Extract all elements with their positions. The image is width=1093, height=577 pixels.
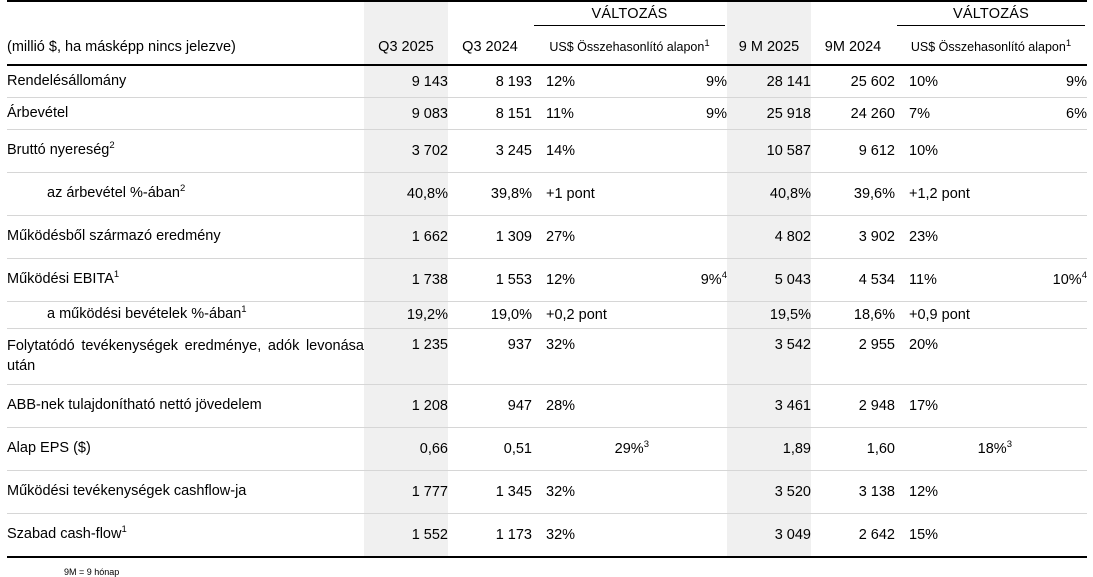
cell-usd-q3: 32% [532,329,649,385]
cell-comparable-q3 [649,471,727,514]
row-label-text: Szabad cash-flow [7,526,122,543]
cell-9m-2025: 28 141 [727,65,811,98]
cell-usd-9m: 12% [895,471,1012,514]
cell-q3-2024: 8 151 [448,98,532,130]
cell-usd-9m-value: 18% [977,441,1007,457]
cell-q3-2025: 1 662 [364,216,448,259]
cell-q3-2024: 947 [448,385,532,428]
spacer-cell-9m-2024 [811,2,895,30]
cell-comparable-9m [1012,173,1087,216]
cell-usd-9m: +1,2 pont [895,173,1012,216]
table-row [7,130,1087,173]
row-label [7,130,364,173]
cell-q3-2025: 1 552 [364,514,448,558]
footnote-marker-4: 4 [721,270,727,282]
cell-q3-2024: 1 345 [448,471,532,514]
table-row [7,98,1087,130]
cell-comparable-q3 [649,259,727,302]
cell-usd-q3: 12% [532,65,649,98]
footnote-marker-3b: 3 [1006,439,1012,451]
row-label: Működésből származó eredmény [7,216,364,259]
cell-q3-2024: 937 [448,329,532,385]
table-row [7,302,1087,329]
cell-usd-q3-value: 29% [614,441,644,457]
cell-9m-2024: 39,6% [811,173,895,216]
cell-9m-2025: 19,5% [727,302,811,329]
row-label: ABB-nek tulajdonítható nettó jövedelem [7,385,364,428]
cell-comparable-q3 [649,514,727,558]
cell-comparable-q3 [649,385,727,428]
row-label: Folytatódó tevékenységek eredménye, adók levonása után [7,329,364,385]
cell-comparable-q3-value: 9% [700,272,722,288]
cell-9m-2024: 1,60 [811,428,895,471]
cell-9m-2024: 25 602 [811,65,895,98]
cell-9m-2025: 5 043 [727,259,811,302]
row-label [7,173,364,216]
row-label-text: a működési bevételek %-ában [47,306,242,323]
cell-usd-q3: +0,2 pont [532,302,649,329]
row-label-text: Bruttó nyereség [7,142,110,159]
row-label: Alap EPS ($) [7,428,364,471]
cell-usd-9m: 7% [895,98,1012,130]
cell-usd-9m: 15% [895,514,1012,558]
cell-9m-2025: 3 049 [727,514,811,558]
table-footnote: 9M = 9 hónap [64,567,120,577]
footnote-marker-2: 2 [109,140,115,152]
footnote-marker-4b: 4 [1081,270,1087,282]
cell-usd-9m [895,428,1012,471]
col-header-q3-2024: Q3 2024 [462,39,518,55]
cell-q3-2024: 8 193 [448,65,532,98]
table-row [7,428,1087,471]
cell-comparable-q3: 9% [649,65,727,98]
cell-9m-2025: 4 802 [727,216,811,259]
cell-9m-2025: 40,8% [727,173,811,216]
cell-usd-q3: 28% [532,385,649,428]
row-label: Működési tevékenységek cashflow-ja [7,471,364,514]
cell-9m-2025: 3 461 [727,385,811,428]
cell-q3-2024: 19,0% [448,302,532,329]
change-group-left-label: VÁLTOZÁS [534,6,725,26]
cell-q3-2024: 1 173 [448,514,532,558]
col-header-usd-comparable-9m-label: US$ Összehasonlító alapon [910,40,1066,54]
row-label: Árbevétel [7,98,364,130]
cell-comparable-9m [1012,216,1087,259]
cell-9m-2024: 24 260 [811,98,895,130]
cell-q3-2025: 1 208 [364,385,448,428]
cell-q3-2025: 1 777 [364,471,448,514]
cell-comparable-q3 [649,173,727,216]
cell-comparable-9m: 6% [1012,98,1087,130]
col-header-usd-comparable-9m [895,30,1087,64]
cell-comparable-q3 [649,329,727,385]
cell-q3-2025: 1 738 [364,259,448,302]
cell-usd-9m: +0,9 pont [895,302,1012,329]
cell-usd-9m: 23% [895,216,1012,259]
change-group-left [532,2,727,30]
footnote-marker-3: 3 [643,439,649,451]
col-header-usd-comparable-q3 [532,30,727,64]
cell-q3-2025: 19,2% [364,302,448,329]
footnote-marker-1: 1 [121,524,127,536]
footnote-marker-1: 1 [113,269,120,281]
cell-comparable-9m [1012,514,1087,558]
row-label [7,302,364,329]
cell-usd-9m: 10% [895,130,1012,173]
cell-9m-2025: 3 542 [727,329,811,385]
cell-usd-q3: 14% [532,130,649,173]
row-label [7,259,364,302]
cell-comparable-9m-value: 10% [1052,272,1082,288]
cell-usd-9m: 20% [895,329,1012,385]
table-column-header-row [7,30,1087,64]
cell-comparable-9m: 9% [1012,65,1087,98]
cell-usd-q3: 32% [532,514,649,558]
cell-9m-2024: 2 955 [811,329,895,385]
cell-q3-2025: 0,66 [364,428,448,471]
table-row [7,173,1087,216]
cell-usd-q3: 11% [532,98,649,130]
cell-comparable-9m [1012,259,1087,302]
cell-9m-2025: 1,89 [727,428,811,471]
cell-q3-2024: 39,8% [448,173,532,216]
cell-9m-2024: 4 534 [811,259,895,302]
cell-comparable-9m [1012,428,1087,471]
table-group-header-row [7,2,1087,30]
cell-q3-2024: 1 309 [448,216,532,259]
change-group-right-label: VÁLTOZÁS [897,6,1085,26]
cell-usd-q3: 32% [532,471,649,514]
spacer-cell-q3-2025 [364,2,448,30]
footnote-marker-1: 1 [704,37,710,49]
change-group-right [895,2,1087,30]
cell-q3-2025: 40,8% [364,173,448,216]
cell-comparable-q3 [649,130,727,173]
col-header-usd-comparable-q3-label: US$ Összehasonlító alapon [549,40,705,54]
cell-usd-9m: 17% [895,385,1012,428]
table-row [7,514,1087,558]
cell-q3-2024: 3 245 [448,130,532,173]
cell-usd-9m: 11% [895,259,1012,302]
cell-9m-2024: 2 642 [811,514,895,558]
cell-comparable-9m [1012,329,1087,385]
table-row [7,216,1087,259]
table-row [7,385,1087,428]
footnote-marker-1b: 1 [1065,37,1072,49]
cell-q3-2025: 3 702 [364,130,448,173]
cell-comparable-9m [1012,471,1087,514]
cell-comparable-q3: 9% [649,98,727,130]
col-header-q3-2025: Q3 2025 [364,30,448,64]
table-row [7,65,1087,98]
cell-9m-2025: 25 918 [727,98,811,130]
cell-q3-2024: 1 553 [448,259,532,302]
cell-q3-2025: 9 143 [364,65,448,98]
cell-q3-2024: 0,51 [448,428,532,471]
cell-9m-2024: 3 138 [811,471,895,514]
spacer-cell-9m-2025 [727,2,811,30]
cell-9m-2024: 18,6% [811,302,895,329]
table-bottom-rule [7,557,1087,558]
row-label [7,514,364,558]
cell-9m-2025: 3 520 [727,471,811,514]
cell-q3-2025: 1 235 [364,329,448,385]
table-row [7,259,1087,302]
cell-comparable-q3 [649,216,727,259]
unit-note: (millió $, ha másképp nincs jelezve) [7,39,236,55]
row-label: Rendelésállomány [7,65,364,98]
cell-9m-2025: 10 587 [727,130,811,173]
footnote-marker-2: 2 [180,183,186,195]
cell-usd-q3: +1 pont [532,173,649,216]
cell-9m-2024: 3 902 [811,216,895,259]
cell-comparable-9m [1012,302,1087,329]
cell-9m-2024: 2 948 [811,385,895,428]
cell-comparable-9m [1012,130,1087,173]
cell-9m-2024: 9 612 [811,130,895,173]
cell-usd-9m: 10% [895,65,1012,98]
col-header-9m-2024: 9M 2024 [824,39,882,55]
table-row [7,329,1087,385]
financial-summary-table [7,0,1087,558]
row-label-text: Működési EBITA [7,271,114,288]
cell-comparable-q3 [649,428,727,471]
spacer-cell [7,2,364,30]
spacer-cell-q3-2024 [448,2,532,30]
footnote-marker-1: 1 [241,304,247,316]
cell-q3-2025: 9 083 [364,98,448,130]
cell-usd-q3 [532,428,649,471]
cell-usd-q3: 27% [532,216,649,259]
col-header-9m-2025: 9 M 2025 [727,30,811,64]
cell-comparable-q3 [649,302,727,329]
cell-comparable-9m [1012,385,1087,428]
table-row [7,471,1087,514]
cell-usd-q3: 12% [532,259,649,302]
row-label-text: az árbevétel %-ában [47,185,180,202]
